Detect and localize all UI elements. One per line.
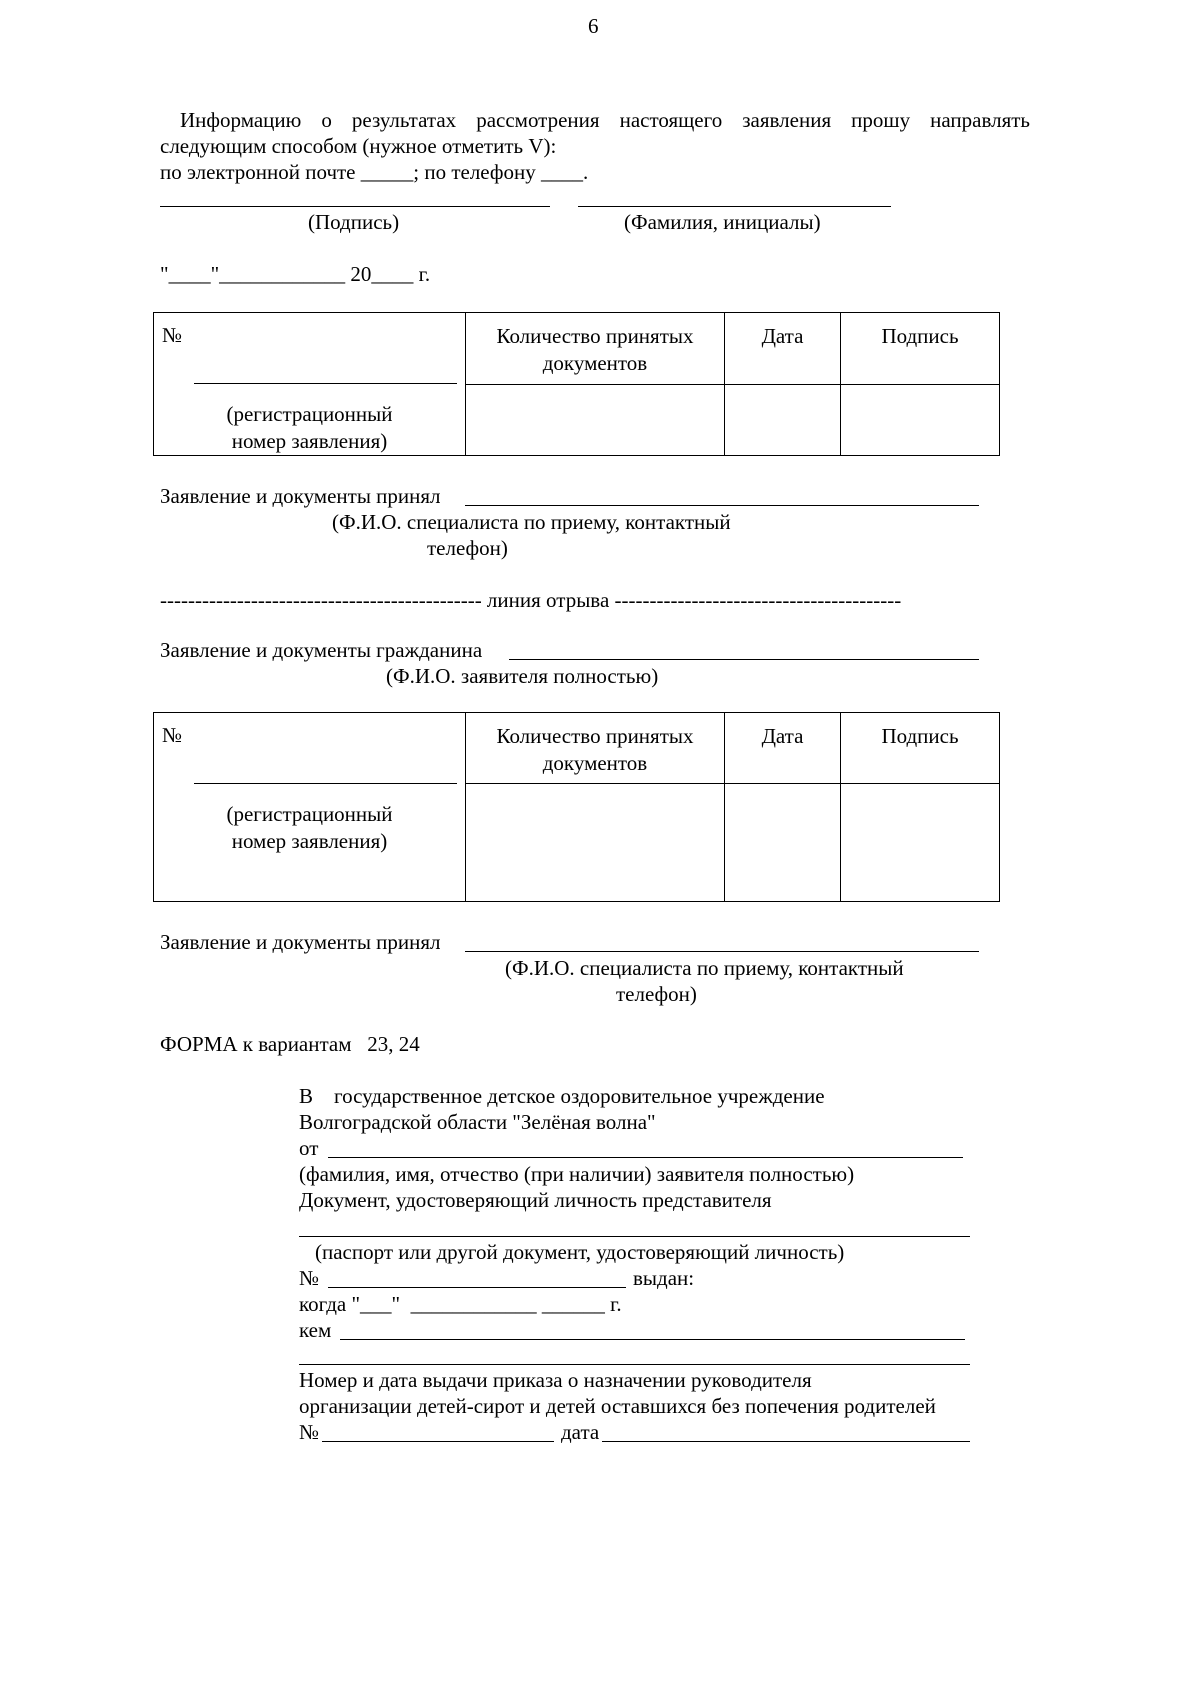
info-line-3: по электронной почте _____; по телефону ____. <box>160 160 589 184</box>
doc-caption: (паспорт или другой документ, удостоверяющий личность) <box>315 1240 845 1264</box>
date-value-cell <box>725 784 841 902</box>
header-signature: Подпись <box>841 313 1000 385</box>
accepted-label: Заявление и документы принял <box>160 484 441 508</box>
name-caption: (Фамилия, инициалы) <box>624 210 821 234</box>
order-number-line <box>322 1441 554 1442</box>
signature-caption: (Подпись) <box>308 210 400 234</box>
by-line <box>340 1339 965 1340</box>
date-line: "____"____________ 20____ г. <box>160 262 431 286</box>
registration-caption-line-2: номер заявления) <box>231 828 388 853</box>
number-sign: № <box>162 323 183 347</box>
registration-caption <box>154 401 465 455</box>
from-label: от <box>299 1136 319 1160</box>
order-number-label: № <box>299 1420 320 1444</box>
header-count: Количество принятых документов <box>466 713 725 784</box>
count-value-cell <box>466 384 725 456</box>
registration-caption-line-1: (регистрационный <box>226 802 393 826</box>
registration-number-line <box>194 383 457 384</box>
registration-caption-line-2: номер заявления) <box>231 428 388 453</box>
address-line-1: В государственное детское оздоровительное учреждение <box>299 1084 825 1108</box>
accepted-caption-1: (Ф.И.О. специалиста по приему, контактный <box>332 510 731 534</box>
accepted-line-2 <box>465 951 979 952</box>
address-line-2: Волгоградской области "Зелёная волна" <box>299 1110 656 1134</box>
page-number: 6 <box>588 14 599 38</box>
accepted-caption-2: телефон) <box>427 536 508 560</box>
order-line-1: Номер и дата выдачи приказа о назначении руководителя <box>299 1368 812 1392</box>
tear-line: ---------------------------------------------- линия отрыва ----------------------------------------- <box>160 588 902 612</box>
count-value-cell <box>466 784 725 902</box>
order-date-label: дата <box>561 1420 600 1444</box>
by-line-2 <box>299 1364 970 1365</box>
citizen-line <box>509 659 979 660</box>
accepted-line <box>465 505 979 506</box>
order-date-line <box>602 1441 970 1442</box>
accepted-caption-2-2: телефон) <box>616 982 697 1006</box>
registration-caption <box>154 801 465 855</box>
info-line-2: следующим способом (нужное отметить V): <box>160 134 557 158</box>
registration-number-cell <box>154 713 466 902</box>
signature-value-cell <box>841 784 1000 902</box>
issued-label: выдан: <box>633 1266 695 1290</box>
header-date: Дата <box>725 713 841 784</box>
registration-caption-line-1: (регистрационный <box>226 402 393 426</box>
by-label: кем <box>299 1318 332 1342</box>
signature-value-cell <box>841 384 1000 456</box>
accepted-label-2: Заявление и документы принял <box>160 930 441 954</box>
doc-number-line <box>328 1287 626 1288</box>
registration-number-cell <box>154 313 466 456</box>
doc-number-label: № <box>299 1266 320 1290</box>
info-line-1: Информацию о результатах рассмотрения настоящего заявления прошу направлять <box>180 108 1030 132</box>
number-sign: № <box>162 723 183 747</box>
header-date: Дата <box>725 313 841 385</box>
form-title: ФОРМА к вариантам 23, 24 <box>160 1032 420 1056</box>
registration-table-1 <box>153 312 1000 456</box>
registration-number-line <box>194 783 457 784</box>
from-caption: (фамилия, имя, отчество (при наличии) заявителя полностью) <box>299 1162 855 1186</box>
signature-line <box>160 206 550 207</box>
citizen-caption: (Ф.И.О. заявителя полностью) <box>386 664 659 688</box>
date-value-cell <box>725 384 841 456</box>
doc-line <box>299 1236 970 1237</box>
when-line: когда "___" ____________ ______ г. <box>299 1292 622 1316</box>
doc-label: Документ, удостоверяющий личность представителя <box>299 1188 772 1212</box>
name-line <box>578 206 891 207</box>
header-count: Количество принятых документов <box>466 313 725 385</box>
from-line <box>328 1157 963 1158</box>
accepted-caption-2-1: (Ф.И.О. специалиста по приему, контактный <box>505 956 904 980</box>
header-signature: Подпись <box>841 713 1000 784</box>
order-line-2: организации детей-сирот и детей оставшихся без попечения родителей <box>299 1394 936 1418</box>
citizen-label: Заявление и документы гражданина <box>160 638 483 662</box>
registration-table-2 <box>153 712 1000 902</box>
